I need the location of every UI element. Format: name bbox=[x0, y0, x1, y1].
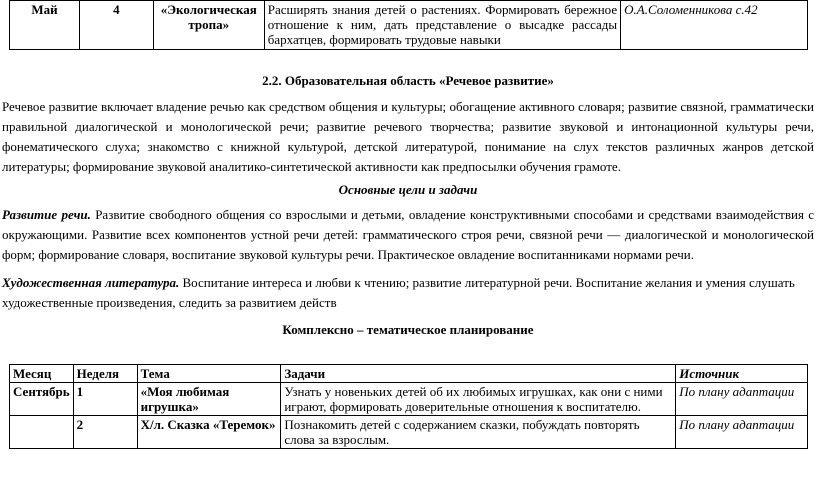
theme-cell: Х/л. Сказка «Теремок» bbox=[137, 416, 281, 449]
table-row bbox=[10, 1, 808, 50]
literature-lead: Художественная литература. bbox=[2, 275, 180, 290]
literature-text: Воспитание интереса и любви к чтению; развитие литературной речи. Воспитание желания и умения слушать художественные произведения, следить за развитием действ bbox=[2, 275, 795, 310]
source-cell: По плану адаптации bbox=[676, 416, 808, 449]
table-row bbox=[10, 383, 808, 416]
header-week: Неделя bbox=[73, 365, 137, 383]
speech-text: Развитие свободного общения со взрослыми и детьми, овладение конструктивными способами и средствами взаимодействия с окружающими. Развитие всех компонентов устной речи детей: грамматического строя речи, связной речи — диалогической и монологической форм; формирование словаря, воспитание звуковой культуры речи. Практическое овладение воспитанниками нормами речи. bbox=[2, 207, 815, 262]
theme-cell: «Моя любимая игрушка» bbox=[137, 383, 281, 416]
table-header-row bbox=[10, 365, 808, 383]
thematic-plan-table bbox=[9, 364, 808, 449]
goals-heading: Основные цели и задачи bbox=[338, 182, 478, 197]
section-title: 2.2. Образовательная область «Речевое развитие» bbox=[262, 73, 554, 88]
month-cell: Май bbox=[10, 1, 80, 50]
week-cell: 1 bbox=[73, 383, 137, 416]
tasks-cell: Познакомить детей с содержанием сказки, побуждать повторять слова за взрослым. bbox=[281, 416, 676, 449]
theme-cell: «Экологическая тропа» bbox=[153, 1, 264, 50]
planning-heading: Комплексно – тематическое планирование bbox=[282, 322, 534, 337]
literature-paragraph bbox=[2, 273, 814, 313]
month-cell: Сентябрь bbox=[10, 383, 74, 416]
tasks-cell: Узнать у новеньких детей об их любимых игрушках, как они с ними играют, формировать доверительные отношения к воспитателю. bbox=[281, 383, 676, 416]
header-month: Месяц bbox=[10, 365, 74, 383]
header-source: Источник bbox=[676, 365, 808, 383]
week-cell: 4 bbox=[79, 1, 153, 50]
table-row bbox=[10, 416, 808, 449]
header-tasks: Задачи bbox=[281, 365, 676, 383]
month-cell bbox=[10, 416, 74, 449]
header-theme: Тема bbox=[137, 365, 281, 383]
previous-plan-table bbox=[9, 0, 808, 50]
week-cell: 2 bbox=[73, 416, 137, 449]
source-cell: По плану адаптации bbox=[676, 383, 808, 416]
source-cell: О.А.Соломенникова с.42 bbox=[621, 1, 808, 50]
intro-paragraph: Речевое развитие включает владение речью как средством общения и культуры; обогащение активного словаря; развитие связной, грамматически правильной диалогической и монологической речи; развитие речевого творчества; развитие звуковой и интонационной культуры речи, фонематического слуха; знакомство с книжной культурой, детской литературой, понимание на слух текстов различных жанров детской литературы; формирование звуковой аналитико-синтетической активности как предпосылки обучения грамоте. bbox=[2, 99, 814, 174]
speech-lead: Развитие речи. bbox=[2, 207, 91, 222]
speech-development-paragraph bbox=[2, 205, 814, 265]
tasks-cell: Расширять знания детей о растениях. Формировать бережное отношение к ним, дать представление о высадке рассады бархатцев, формировать трудовые навыки bbox=[264, 1, 620, 50]
